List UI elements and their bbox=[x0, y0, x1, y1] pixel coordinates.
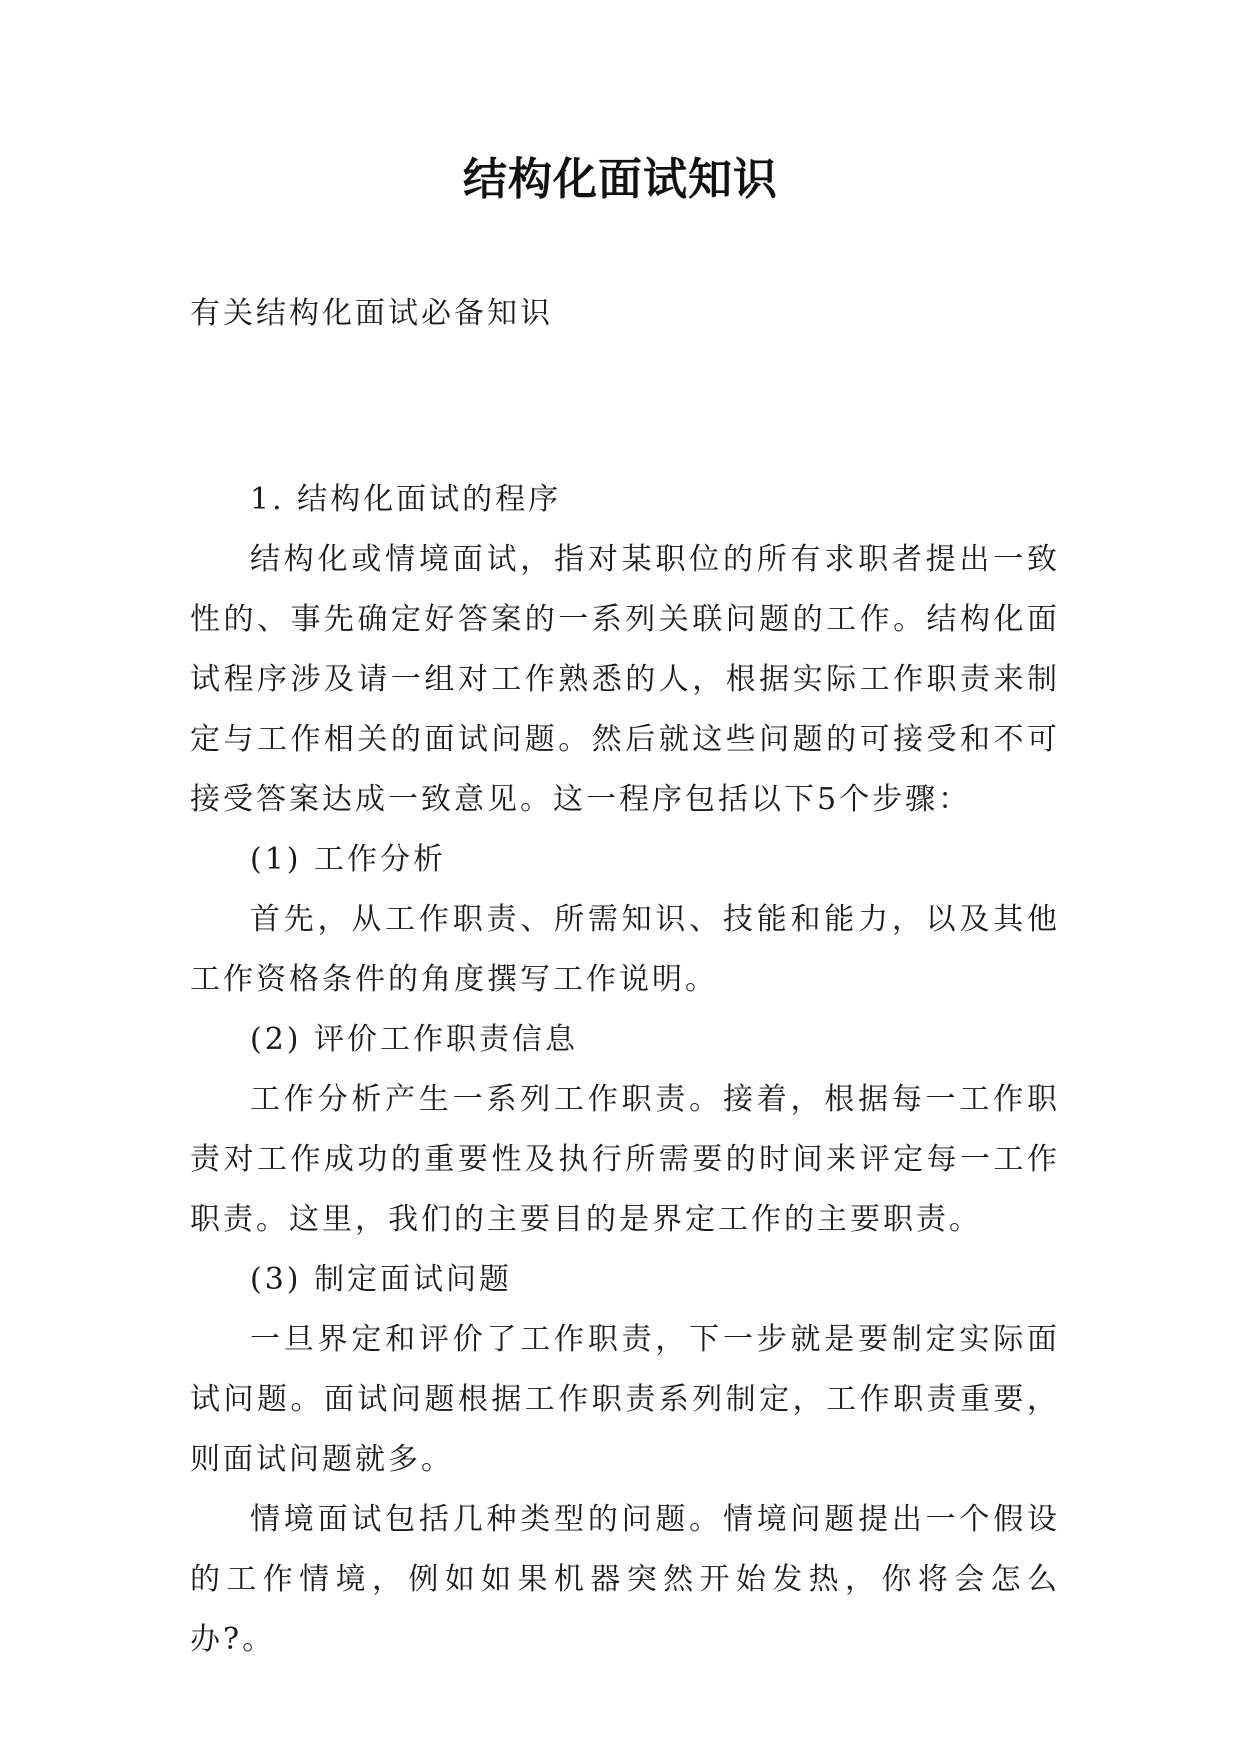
step-heading: (3) 制定面试问题 bbox=[250, 1262, 513, 1297]
step-heading: (2) 评价工作职责信息 bbox=[250, 1022, 579, 1057]
step-heading: (1) 工作分析 bbox=[250, 842, 447, 877]
body-paragraph: 首先，从工作职责、所需知识、技能和能力，以及其他工作资格条件的角度撰写工作说明。 bbox=[190, 902, 1060, 997]
body-paragraph: 一旦界定和评价了工作职责，下一步就是要制定实际面试问题。面试问题根据工作职责系列制定，工作职责重要，则面试问题就多。 bbox=[190, 1322, 1060, 1477]
body-paragraph: 结构化或情境面试，指对某职位的所有求职者提出一致性的、事先确定好答案的一系列关联问题的工作。结构化面试程序涉及请一组对工作熟悉的人，根据实际工作职责来制定与工作相关的面试问题。然后就这些问题的可接受和不可接受答案达成一致意见。这一程序包括以下5个步骤： bbox=[190, 542, 1060, 817]
body-paragraph: 工作分析产生一系列工作职责。接着，根据每一工作职责对工作成功的重要性及执行所需要的时间来评定每一工作职责。这里，我们的主要目的是界定工作的主要职责。 bbox=[190, 1082, 1060, 1237]
document-body bbox=[190, 470, 1060, 1670]
document-title: 结构化面试知识 bbox=[463, 154, 778, 205]
body-paragraph: 情境面试包括几种类型的问题。情境问题提出一个假设的工作情境，例如如果机器突然开始发热，你将会怎么办?。 bbox=[190, 1502, 1060, 1657]
section-heading: 1. 结构化面试的程序 bbox=[250, 482, 562, 517]
document-subtitle: 有关结构化面试必备知识 bbox=[190, 296, 553, 331]
